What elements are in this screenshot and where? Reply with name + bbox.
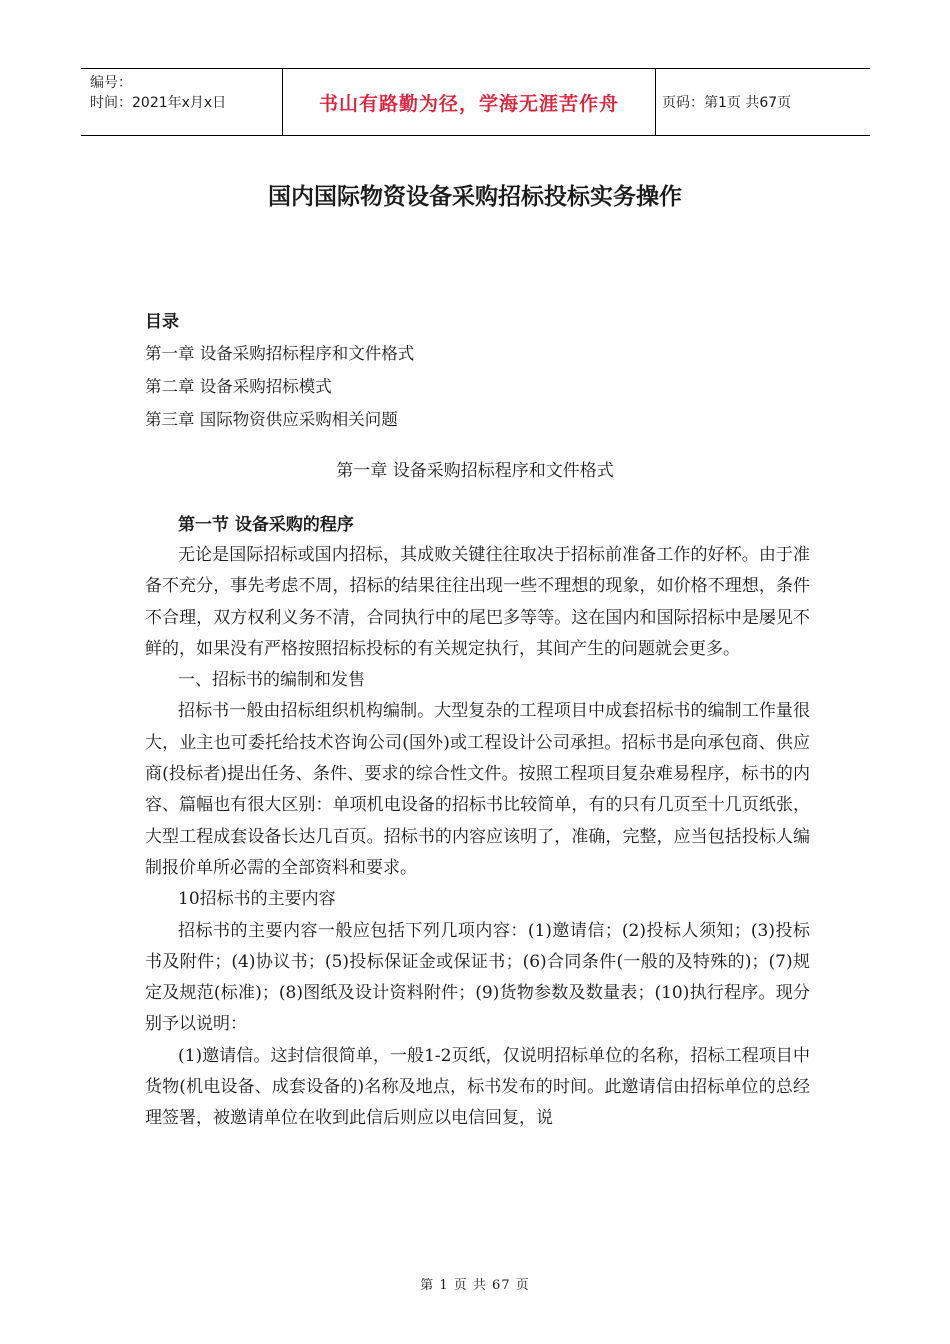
- toc-heading: 目录: [145, 312, 179, 332]
- paragraph-invitation-letter: (1)邀请信。这封信很简单，一般1-2页纸，仅说明招标单位的名称，招标工程项目中货物(机电设备、成套设备的)名称及地点，标书发布的时间。此邀请信由招标单位的总经理签署，被邀请单位在收到此信后则应以电信回复，说: [145, 1045, 810, 1129]
- chapter-title: 第一章 设备采购招标程序和文件格式: [336, 461, 614, 481]
- header-motto: 书山有路勤为径，学海无涯苦作舟: [282, 69, 656, 135]
- header-page-info: 页码：第1页 共67页: [662, 95, 792, 111]
- subheading-tender-document: 一、招标书的编制和发售: [178, 670, 365, 691]
- table-of-contents: [145, 307, 825, 436]
- document-time-label: 时间：2021年x月x日: [90, 95, 227, 111]
- header-meta-cell: [81, 69, 282, 135]
- paragraph-main-contents: 招标书的主要内容一般应包括下列几项内容：(1)邀请信；(2)投标人须知；(3)投标书及附件；(4)协议书；(5)投标保证金或保证书；(6)合同条件(一般的及特殊的)；(7)规定及规范(标准)；(8)图纸及设计资料附件；(9)货物参数及数量表；(10)执行程序。现分别予以说明：: [145, 920, 810, 1035]
- document-number-label: 编号：: [90, 75, 132, 91]
- body-text: [145, 510, 810, 1135]
- toc-item-chapter-3: 第三章 国际物资供应采购相关问题: [145, 410, 398, 429]
- page-footer: 第 1 页 共 67 页: [420, 1278, 530, 1293]
- section-title: 第一节 设备采购的程序: [178, 515, 354, 535]
- paragraph-tender-document: 招标书一般由招标组织机构编制。大型复杂的工程项目中成套招标书的编制工作量很大，业主也可委托给技术咨询公司(国外)或工程设计公司承担。招标书是向承包商、供应商(投标者)提出任务、条件、要求的综合性文件。按照工程项目复杂难易程序，标书的内容、篇幅也有很大区别：单项机电设备的招标书比较简单，有的只有几页至十几页纸张，大型工程成套设备长达几百页。招标书的内容应该明了，准确，完整，应当包括投标人编制报价单所必需的全部资料和要求。: [145, 701, 810, 878]
- subheading-main-contents: 10招标书的主要内容: [178, 889, 336, 910]
- toc-item-chapter-1: 第一章 设备采购招标程序和文件格式: [145, 344, 415, 363]
- header-table: [81, 68, 870, 136]
- document-title: 国内国际物资设备采购招标投标实务操作: [268, 184, 682, 210]
- paragraph-intro: 无论是国际招标或国内招标，其成败关键往往取决于招标前准备工作的好杯。由于准备不充分，事先考虑不周，招标的结果往往出现一些不理想的现象，如价格不理想，条件不合理，双方权利义务不清，合同执行中的尾巴多等等。这在国内和国际招标中是屡见不鲜的，如果没有严格按照招标投标的有关规定执行，其间产生的问题就会更多。: [145, 545, 810, 659]
- toc-item-chapter-2: 第二章 设备采购招标模式: [145, 377, 332, 396]
